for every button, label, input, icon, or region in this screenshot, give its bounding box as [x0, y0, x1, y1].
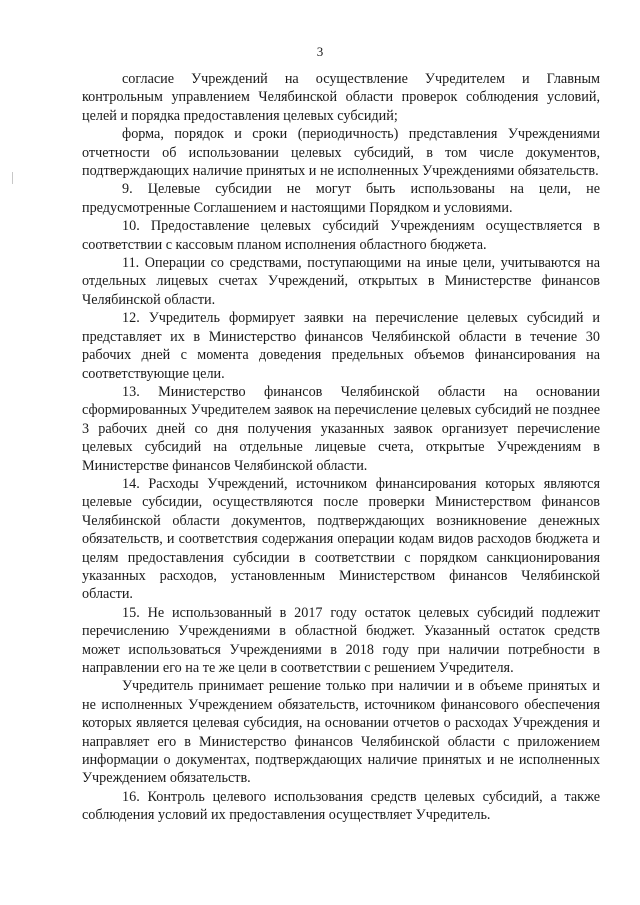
- paragraph-item-11: 11. Операции со средствами, поступающими на иные цели, учитываются на отдельных лицевых счетах Учреждений, открытых в Министерстве финансов Челябинской области.: [82, 255, 600, 308]
- paragraph-item-12: 12. Учредитель формирует заявки на перечисление целевых субсидий и представляет их в Министерство финансов Челябинской области в течение 30 рабочих дней с момента доведения предельных объемов финансирования на соответствующие цели.: [82, 310, 600, 382]
- paragraph-item-14: 14. Расходы Учреждений, источником финансирования которых являются целевые субсидии, осуществляются после проверки Министерством финансов Челябинской области документов, подтверждающих возникновение денежных обязательств, и соответствия содержания операции кодам видов расходов бюджета и целям предоставления субсидии в соответствии с порядком санкционирования указанных расходов, установленным Министерством финансов Челябинской области.: [82, 475, 600, 603]
- paragraph-item-10: 10. Предоставление целевых субсидий Учреждениям осуществляется в соответствии с кассовым планом исполнения областного бюджета.: [82, 218, 600, 253]
- paragraph-item-15: 15. Не использованный в 2017 году остаток целевых субсидий подлежит перечислению Учреждениями в областной бюджет. Указанный остаток средств может использоваться Учреждениями в 2018 году при наличии потребности в направлении его на те же цели в соответствии с решением Учредителя.: [82, 604, 600, 676]
- page-number: 3: [316, 44, 324, 59]
- paragraph-reporting-form: форма, порядок и сроки (периодичность) представления Учреждениями отчетности об использовании целевых субсидий, в том числе документов, подтверждающих наличие принятых и не исполненных Учреждениями обязательств.: [82, 126, 600, 180]
- paragraph-founder-decision: Учредитель принимает решение только при наличии и в объеме принятых и не исполненных Учреждением обязательств, источником финансового обеспечения которых является целевая субсидия, на основании отчетов о расходах Учреждения и направляет его в Министерство финансов Челябинской области с приложением информации о документах, подтверждающих наличие принятых и не исполненных Учреждением обязательств.: [82, 678, 600, 787]
- paragraph-consent-inspections: согласие Учреждений на осуществление Учредителем и Главным контрольным управлением Челябинской области проверок соблюдения условий, целей и порядка предоставления целевых субсидий;: [82, 71, 600, 124]
- document-body: [82, 70, 600, 825]
- paragraph-item-16: 16. Контроль целевого использования средств целевых субсидий, а также соблюдения условий их предоставления осуществляет Учредитель.: [82, 788, 600, 824]
- paragraph-item-13: 13. Министерство финансов Челябинской области на основании сформированных Учредителем заявок на перечисление целевых субсидий не позднее 3 рабочих дней со дня получения указанных заявок организует перечисление целевых субсидий на отдельные лицевые счета, открытые Учреждениям в Министерстве финансов Челябинской области.: [82, 383, 600, 474]
- paragraph-item-9: 9. Целевые субсидии не могут быть использованы на цели, не предусмотренные Соглашением и настоящими Порядком и условиями.: [82, 181, 600, 216]
- margin-mark: [12, 172, 13, 184]
